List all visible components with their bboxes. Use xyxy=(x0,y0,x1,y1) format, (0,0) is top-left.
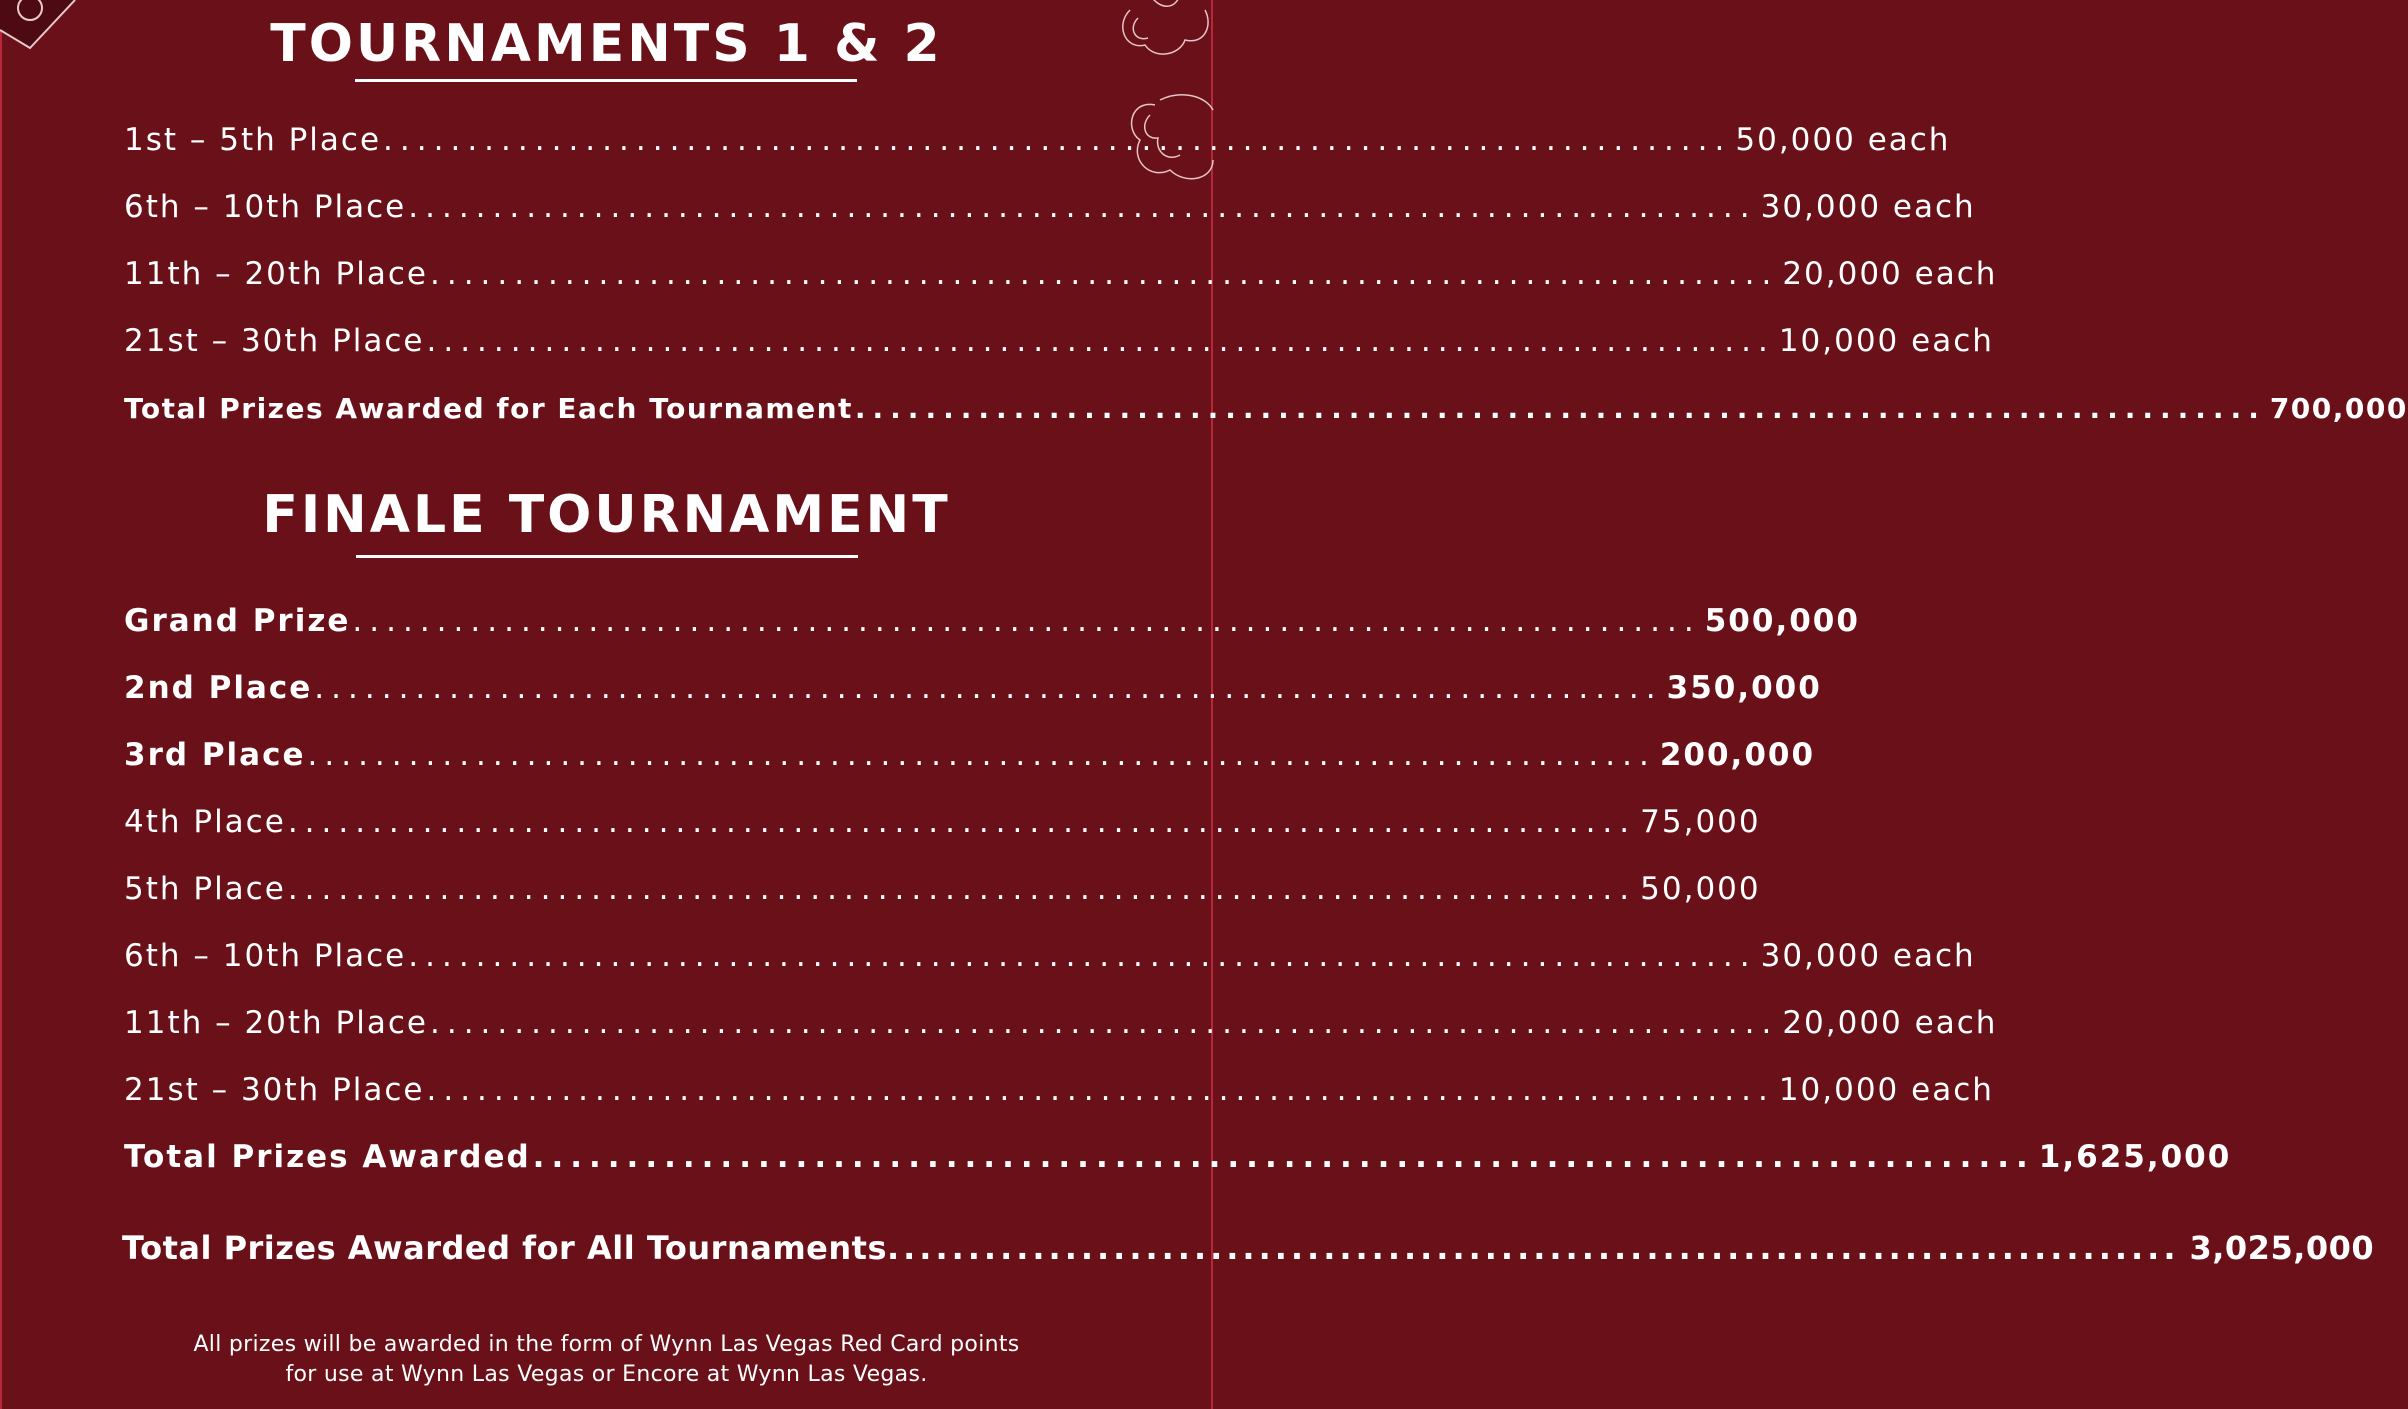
prize-value: 50,000 each xyxy=(1735,122,1951,158)
section1-underline xyxy=(355,79,857,82)
prize-label: 11th – 20th Place xyxy=(124,1005,428,1041)
section2-total-row xyxy=(124,1137,2232,1177)
prize-value: 30,000 each xyxy=(1760,189,1976,225)
grand-total-value: 3,025,000 xyxy=(2189,1229,2375,1267)
dot-leader: ................................................................................ xyxy=(287,871,1637,907)
section1-total-row xyxy=(124,389,2408,429)
dot-leader: ................................................................................ xyxy=(287,804,1637,840)
dot-leader: ................................................................................ xyxy=(352,603,1701,639)
prize-value: 20,000 each xyxy=(1782,256,1998,292)
prize-value: 200,000 xyxy=(1659,737,1816,773)
total-value: 700,000 xyxy=(2269,392,2408,425)
prize-label: 11th – 20th Place xyxy=(124,256,428,292)
prize-row xyxy=(124,321,1994,361)
prize-label: 4th Place xyxy=(124,804,286,840)
prize-row xyxy=(124,735,1816,775)
dot-leader: ................................................................................ xyxy=(314,670,1663,706)
prize-label: 21st – 30th Place xyxy=(124,323,425,359)
footnote xyxy=(0,1330,1213,1390)
prize-label: 5th Place xyxy=(124,871,286,907)
prize-label: 6th – 10th Place xyxy=(124,189,407,225)
prize-row xyxy=(124,668,1822,708)
left-edge xyxy=(0,0,2,1409)
dot-leader: ................................................................................ xyxy=(408,938,1757,974)
prize-value: 75,000 xyxy=(1640,804,1761,840)
total-label: Total Prizes Awarded for Each Tournament xyxy=(124,392,853,425)
prize-row xyxy=(124,869,1761,909)
footnote-line-1: All prizes will be awarded in the form of Wynn Las Vegas Red Card points xyxy=(193,1332,1020,1357)
prize-row xyxy=(124,1003,1998,1043)
prize-label: 1st – 5th Place xyxy=(124,122,382,158)
prize-label: 3rd Place xyxy=(124,737,306,773)
section2-underline xyxy=(356,555,858,558)
dot-leader: ................................................................................ xyxy=(408,189,1757,225)
prize-label: 6th – 10th Place xyxy=(124,938,407,974)
dot-leader: ................................................................................ xyxy=(886,1229,2180,1267)
prize-value: 30,000 each xyxy=(1760,938,1976,974)
dot-leader: ................................................................................ xyxy=(426,1072,1775,1108)
grand-total-row xyxy=(122,1228,2375,1268)
footnote-line-2: for use at Wynn Las Vegas or Encore at Wynn Las Vegas. xyxy=(285,1362,928,1387)
prize-label: 21st – 30th Place xyxy=(124,1072,425,1108)
total-value: 1,625,000 xyxy=(2038,1139,2232,1175)
prize-row xyxy=(124,936,1976,976)
dot-leader: ................................................................................ xyxy=(426,323,1775,359)
prize-row xyxy=(124,1070,1994,1110)
grand-total-label: Total Prizes Awarded for All Tournaments xyxy=(122,1229,887,1267)
section1-title: TOURNAMENTS 1 & 2 xyxy=(270,14,943,74)
section2-title: FINALE TOURNAMENT xyxy=(262,485,951,545)
prize-row xyxy=(124,802,1761,842)
prize-row xyxy=(124,601,1860,641)
prize-row xyxy=(124,187,1976,227)
prize-label: 2nd Place xyxy=(124,670,313,706)
dot-leader: ................................................................................ xyxy=(429,1005,1779,1041)
prize-value: 20,000 each xyxy=(1782,1005,1998,1041)
dot-leader: ................................................................................ xyxy=(854,392,2266,425)
dot-leader: ................................................................................ xyxy=(532,1139,2035,1175)
dot-leader: ................................................................................ xyxy=(307,737,1656,773)
prize-row xyxy=(124,254,1998,294)
prize-value: 10,000 each xyxy=(1778,1072,1994,1108)
prize-row xyxy=(124,120,1951,160)
prize-value: 350,000 xyxy=(1666,670,1822,706)
prize-label: Grand Prize xyxy=(124,603,351,639)
dot-leader: ................................................................................ xyxy=(429,256,1779,292)
total-label: Total Prizes Awarded xyxy=(124,1139,531,1175)
prize-value: 50,000 xyxy=(1640,871,1761,907)
dot-leader: ................................................................................ xyxy=(383,122,1732,158)
prize-value: 10,000 each xyxy=(1778,323,1994,359)
prize-value: 500,000 xyxy=(1704,603,1860,639)
